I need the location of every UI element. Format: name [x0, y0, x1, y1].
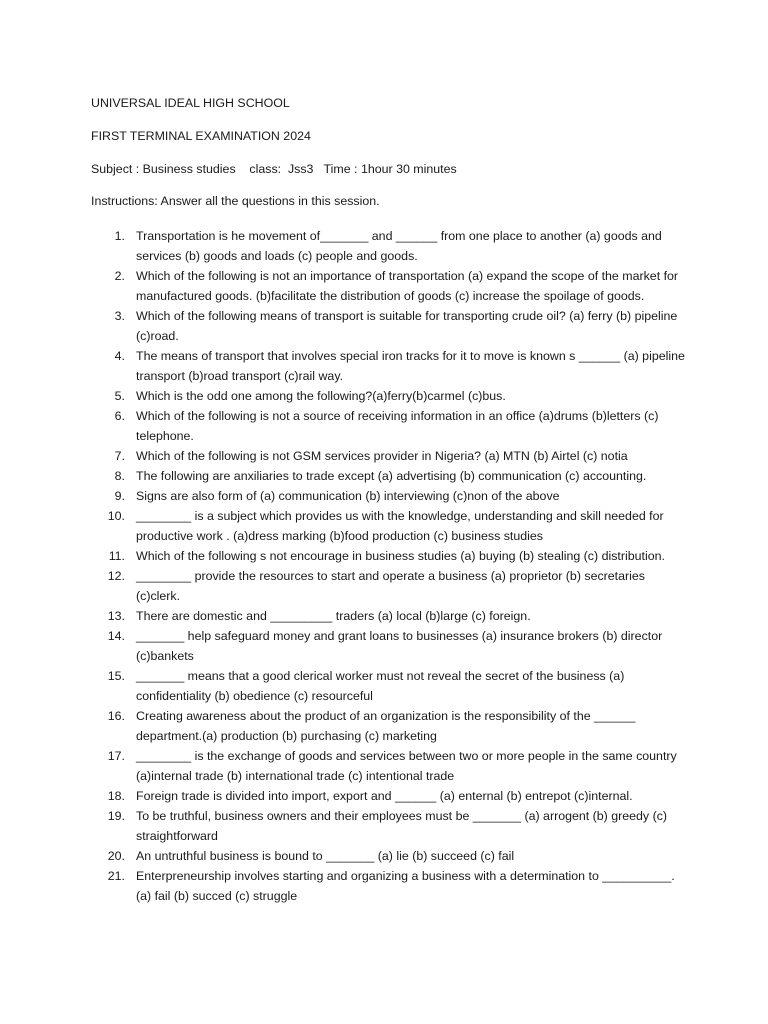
question-number: 19. [107, 809, 125, 823]
question-item [91, 506, 691, 546]
question-item [91, 666, 691, 706]
question-text: Which is the odd one among the following?(a)ferry(b)carmel (c)bus. [136, 389, 506, 403]
question-item [91, 846, 691, 866]
question-item [91, 746, 691, 786]
question-number: 21. [107, 869, 125, 883]
question-item [91, 266, 691, 306]
question-item [91, 786, 691, 806]
question-text: Which of the following is not an importance of transportation (a) expand the scope of the market for manufactured goods. (b)facilitate the distribution of goods (c) increase the spoilage of goods. [136, 269, 679, 303]
question-number: 7. [114, 449, 125, 463]
question-number: 2. [114, 269, 125, 283]
question-number: 14. [107, 629, 125, 643]
subject-line: Subject : Business studies class: Jss3 Time : 1hour 30 minutes [91, 162, 457, 176]
question-text: Which of the following s not encourage in business studies (a) buying (b) stealing (c) distribution. [136, 549, 665, 563]
question-text: Transportation is he movement of_______ and ______ from one place to another (a) goods and services (b) goods and loads (c) people and goods. [136, 229, 662, 263]
question-number: 1. [114, 229, 125, 243]
exam-title: FIRST TERMINAL EXAMINATION 2024 [91, 129, 311, 143]
question-text: Foreign trade is divided into import, export and ______ (a) enternal (b) entrepot (c)internal. [136, 789, 633, 803]
question-text: ________ provide the resources to start and operate a business (a) proprietor (b) secretaries (c)clerk. [136, 569, 645, 603]
question-number: 8. [114, 469, 125, 483]
question-number: 10. [107, 509, 125, 523]
question-number: 5. [114, 389, 125, 403]
question-number: 15. [107, 669, 125, 683]
question-item [91, 486, 691, 506]
question-text: Which of the following is not a source of receiving information in an office (a)drums (b)letters (c) telephone. [136, 409, 659, 443]
question-item [91, 866, 691, 906]
question-number: 16. [107, 709, 125, 723]
school-name: UNIVERSAL IDEAL HIGH SCHOOL [91, 96, 290, 110]
question-text: To be truthful, business owners and their employees must be _______ (a) arrogent (b) greedy (c) straightforward [136, 809, 668, 843]
question-text: Enterpreneurship involves starting and organizing a business with a determination to __________. (a) fail (b) succed (c) struggle [136, 869, 675, 903]
question-text: Creating awareness about the product of an organization is the responsibility of the ______ department.(a) production (b) purchasing (c) marketing [136, 709, 636, 743]
question-number: 9. [114, 489, 125, 503]
instructions: Instructions: Answer all the questions in this session. [91, 194, 380, 208]
question-text: _______ help safeguard money and grant loans to businesses (a) insurance brokers (b) director (c)bankets [136, 629, 663, 663]
question-item [91, 226, 691, 266]
question-number: 17. [107, 749, 125, 763]
question-item [91, 306, 691, 346]
question-item [91, 606, 691, 626]
question-number: 12. [107, 569, 125, 583]
question-number: 3. [114, 309, 125, 323]
question-text: Which of the following is not GSM services provider in Nigeria? (a) MTN (b) Airtel (c) notia [136, 449, 628, 463]
question-item [91, 346, 691, 386]
question-text: ________ is the exchange of goods and services between two or more people in the same country (a)internal trade (b) international trade (c) intentional trade [136, 749, 677, 783]
question-text: The following are anxiliaries to trade except (a) advertising (b) communication (c) accounting. [136, 469, 647, 483]
question-item [91, 386, 691, 406]
question-list [91, 226, 691, 906]
question-item [91, 546, 691, 566]
question-item [91, 446, 691, 466]
question-item [91, 626, 691, 666]
question-item [91, 706, 691, 746]
question-item [91, 466, 691, 486]
question-text: ________ is a subject which provides us with the knowledge, understanding and skill needed for productive work . (a)dress marking (b)food production (c) business studies [136, 509, 664, 543]
question-text: Which of the following means of transport is suitable for transporting crude oil? (a) ferry (b) pipeline (c)road. [136, 309, 678, 343]
question-number: 20. [107, 849, 125, 863]
question-item [91, 406, 691, 446]
question-item [91, 566, 691, 606]
question-text: The means of transport that involves special iron tracks for it to move is known s ______ (a) pipeline transport (b)road transport (c)rail way. [136, 349, 685, 383]
question-item [91, 806, 691, 846]
question-number: 18. [107, 789, 125, 803]
question-text: _______ means that a good clerical worker must not reveal the secret of the business (a) confidentiality (b) obedience (c) resourceful [136, 669, 625, 703]
question-number: 6. [114, 409, 125, 423]
question-number: 4. [114, 349, 125, 363]
question-text: There are domestic and _________ traders (a) local (b)large (c) foreign. [136, 609, 531, 623]
question-text: An untruthful business is bound to _______ (a) lie (b) succeed (c) fail [136, 849, 515, 863]
question-text: Signs are also form of (a) communication (b) interviewing (c)non of the above [136, 489, 560, 503]
question-number: 11. [108, 549, 125, 563]
question-number: 13. [107, 609, 125, 623]
